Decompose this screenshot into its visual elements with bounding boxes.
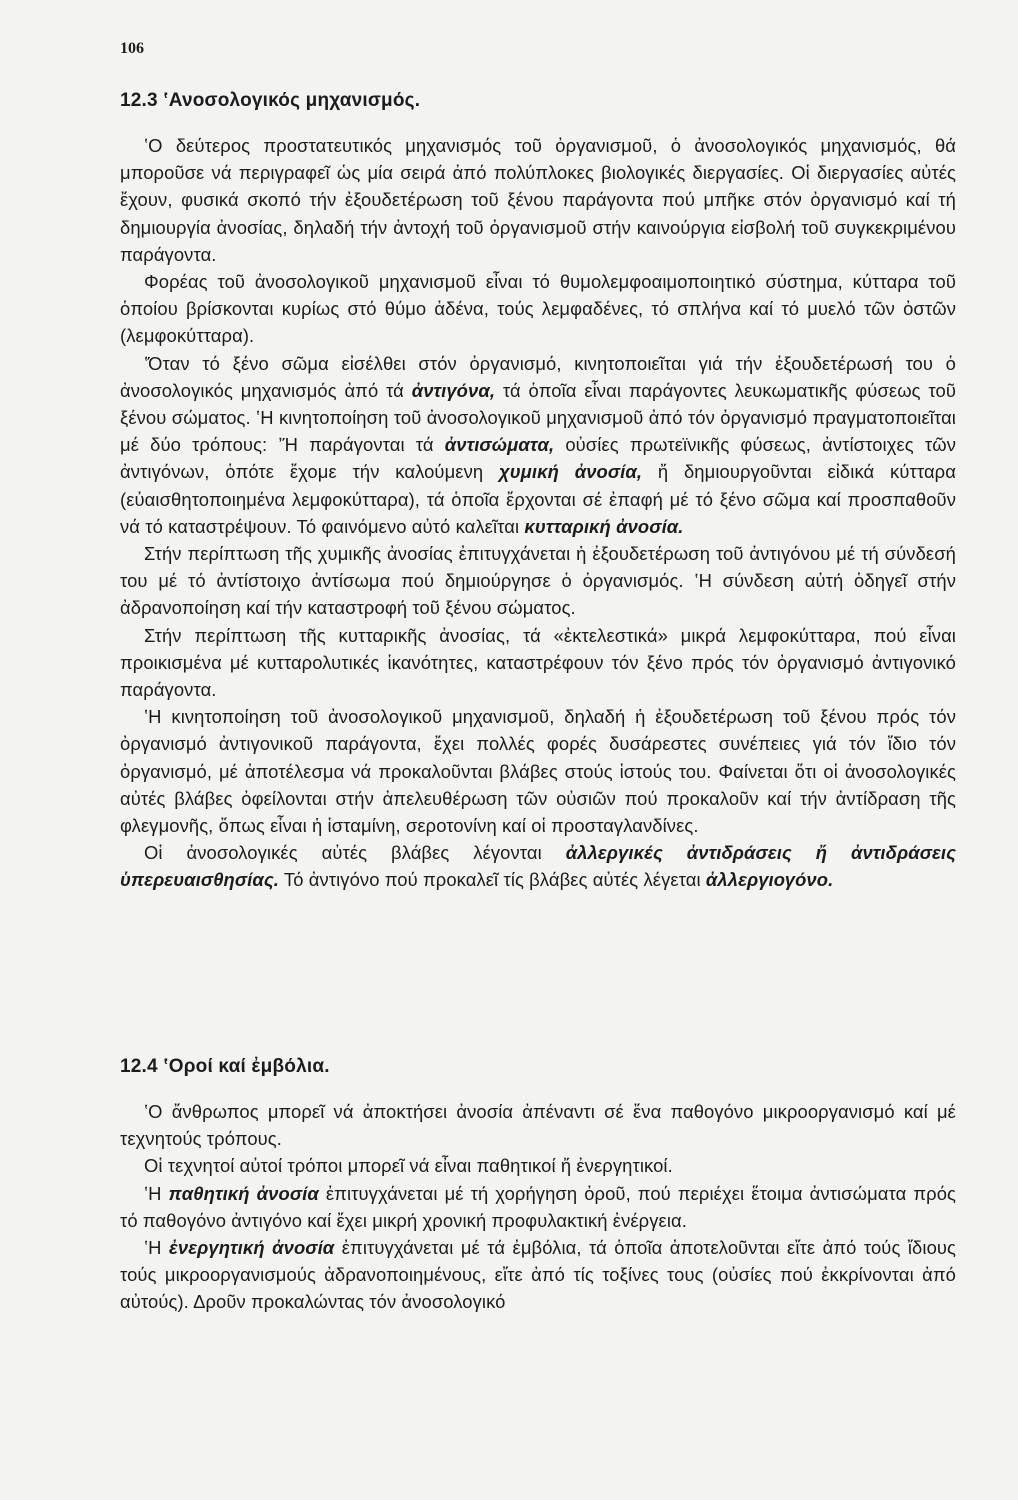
key-term: ἀλλεργικές ἀντιδράσεις ἤ ἀντιδράσεις ὑπερευαισθησίας. [120, 842, 956, 891]
text-run: Οἱ ἀνοσολογικές αὐτές βλάβες λέγονται [144, 842, 566, 864]
key-term: κυτταρική ἀνοσία. [524, 515, 684, 537]
paragraph: Φορέας τοῦ ἀνοσολογικοῦ μηχανισμοῦ εἶναι τό θυμολεμφοαιμοποιητικό σύστημα, κύτταρα τοῦ ὁποίου βρίσκονται κυρίως στό θύμο ἀδένα, τούς λεμφαδένες, τό σπλήνα καί τό μυελό τῶν ὀστῶν (λεμφοκύτταρα). [120, 271, 956, 347]
paragraph [120, 839, 956, 893]
section-heading: 12.4 ʽΟροί καί ἐμβόλια. [120, 1056, 330, 1077]
paragraph [120, 1180, 956, 1234]
page-number: 106 [120, 40, 144, 57]
section-12-4 [120, 1056, 956, 1316]
text-run: ʽΗ [144, 1237, 169, 1259]
section-12-3 [120, 90, 956, 894]
key-term: ἀντισώματα, [444, 434, 555, 456]
text-run: ἐπιτυγχάνεται μέ τή χορήγηση ὀροῦ, πού περιέχει ἕτοιμα ἀντισώματα πρός τό παθογόνο ἀντιγόνο καί ἔχει μικρή χρονική προφυλακτική ἐνέργεια. [120, 1182, 956, 1231]
text-run: οὐσίες πρωτεϊνικῆς φύσεως, ἀντίστοιχες τῶν ἀντιγόνων, ὁπότε ἔχομε τήν καλούμενη [120, 434, 957, 483]
text-run: Τό ἀντιγόνο πού προκαλεῖ τίς βλάβες αὐτές λέγεται [279, 869, 706, 891]
paragraph: Οἱ τεχνητοί αὐτοί τρόποι μπορεῖ νά εἶναι παθητικοί ἤ ἐνεργητικοί. [144, 1155, 673, 1177]
paragraph: ʽΟ ἄνθρωπος μπορεῖ νά ἀποκτήσει ἀνοσία ἀπέναντι σέ ἕνα παθογόνο μικροοργανισμό καί μέ τεχνητούς τρόπους. [120, 1101, 956, 1150]
key-term: ἐνεργητική ἀνοσία [169, 1237, 335, 1259]
paragraph: Στήν περίπτωση τῆς κυτταρικῆς ἀνοσίας, τά «ἐκτελεστικά» μικρά λεμφοκύτταρα, πού εἶναι προικισμένα μέ κυτταρολυτικές ἱκανότητες, καταστρέφουν τόν ξένο πρός τόν ὀργανισμό ἀντιγονικό παράγοντα. [120, 624, 956, 701]
section-heading: 12.3 ʽΑνοσολογικός μηχανισμός. [120, 90, 421, 111]
paragraph: ʽΗ κινητοποίηση τοῦ ἀνοσολογικοῦ μηχανισμοῦ, δηλαδή ἡ ἐξουδετέρωση τοῦ ξένου πρός τόν ὀργανισμό ἀντιγονικοῦ παράγοντα, ἔχει πολλές φορές δυσάρεστες συνέπειες γιά τόν ἴδιο τόν ὀργανισμό, μέ ἀποτέλεσμα νά προκαλοῦνται βλάβες στούς ἱστούς του. Φαίνεται ὅτι οἱ ἀνοσολογικές αὐτές βλάβες ὀφείλονται στήν ἀπελευθέρωση τῶν οὐσιῶν πού προκαλοῦν καί τήν ἀντίδραση τῆς φλεγμονῆς, ὅπως εἶναι ἡ ἱσταμίνη, σεροτονίνη καί οἱ προσταγλανδίνες. [120, 706, 956, 837]
text-run: ἐπιτυγχάνεται μέ τά ἐμβόλια, τά ὁποῖα ἀποτελοῦνται εἴτε ἀπό τούς ἴδιους τούς μικροοργανισμούς ἀδρανοποιημένους, εἴτε ἀπό τίς τοξίνες τους (οὐσίες πού ἐκκρίνονται ἀπό αὐτούς). Δροῦν προκαλώντας τόν ἀνοσολογικό [120, 1237, 957, 1313]
text-run: ʽΌταν τό ξένο σῶμα εἰσέλθει στόν ὀργανισμό, κινητοποιεῖται γιά τήν ἐξουδετέρωσή του ὁ ἀνοσολογικός μηχανισμός ἀπό τά [120, 352, 956, 401]
text-run: ἤ δημιουργοῦνται εἰδικά κύτταρα (εὐαισθητοποιημένα λεμφοκύτταρα), τά ὁποῖα ἔρχονται σέ ἐπαφή μέ τό ξένο σῶμα καί προσπαθοῦν νά τό καταστρέψουν. Τό φαινόμενο αὐτό καλεῖται [120, 461, 956, 537]
key-term: ἀλλεργιογόνο. [705, 869, 834, 891]
key-term: παθητική ἀνοσία [168, 1182, 319, 1204]
key-term: ἀντιγόνα, [411, 379, 496, 401]
paragraph [120, 1234, 956, 1316]
text-run: ʽΗ [144, 1182, 169, 1204]
text-run: τά ὁποῖα εἶναι παράγοντες λευκωματικῆς φύσεως τοῦ ξένου σώματος. ʽΗ κινητοποίηση τοῦ ἀνοσολογικοῦ μηχανισμοῦ ἀπό τόν ὀργανισμό πραγματοποιεῖται μέ δύο τρόπους: ʼΉ παράγονται τά [120, 379, 956, 456]
paragraph: ʽΟ δεύτερος προστατευτικός μηχανισμός τοῦ ὀργανισμοῦ, ὁ ἀνοσολογικός μηχανισμός, θά μποροῦσε νά περιγραφεῖ ὡς μία σειρά ἀπό πολύπλοκες βιολογικές διεργασίες. Οἱ διεργασίες αὐτές ἔχουν, φυσικά σκοπό τήν ἐξουδετέρωση τοῦ ξένου παράγοντα πού μπῆκε στόν ὀργανισμό καί τή δημιουργία ἀνοσίας, δηλαδή τήν ἀντοχή τοῦ ὀργανισμοῦ στήν καινούργια εἰσβολή τοῦ συγκεκριμένου παράγοντα. [120, 135, 956, 265]
paragraph [120, 350, 956, 540]
paragraph: Στήν περίπτωση τῆς χυμικῆς ἀνοσίας ἐπιτυγχάνεται ἡ ἐξουδετέρωση τοῦ ἀντιγόνου μέ τή σύνδεσή του μέ τό ἀντίστοιχο ἀντίσωμα πού δημιούργησε ὁ ὀργανισμός. ʽΗ σύνδεση αὐτή ὁδηγεῖ στήν ἀδρανοποίηση καί τήν καταστροφή τοῦ ξένου σώματος. [120, 543, 956, 619]
key-term: χυμική ἀνοσία, [498, 461, 643, 483]
